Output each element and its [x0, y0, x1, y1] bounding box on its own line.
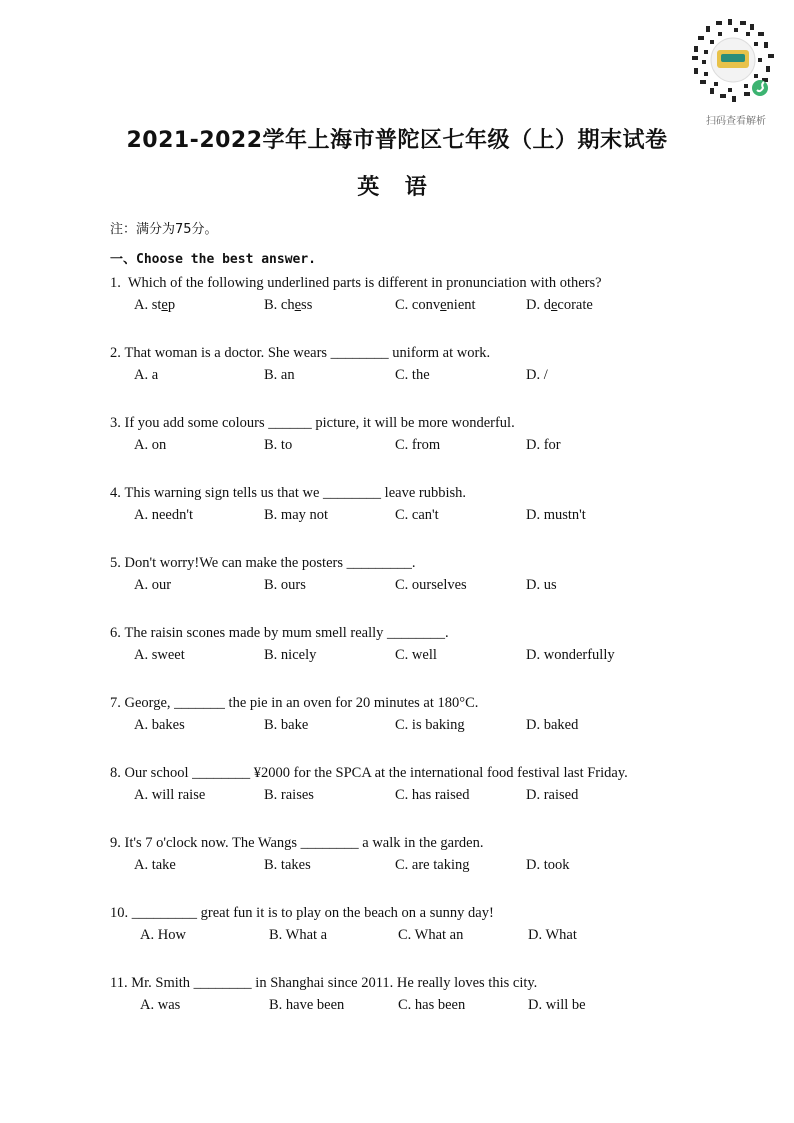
- question-5: [110, 552, 730, 596]
- question-number: 9.: [110, 835, 121, 851]
- option-c[interactable]: C. can't: [395, 507, 439, 523]
- option-d[interactable]: D. us: [526, 577, 557, 593]
- question-9: [110, 832, 730, 876]
- option-c[interactable]: C. are taking: [395, 857, 470, 873]
- qr-logo-band: [721, 54, 745, 62]
- option-d[interactable]: D. for: [526, 437, 561, 453]
- option-a[interactable]: A. How: [140, 927, 186, 943]
- option-row: [110, 504, 730, 526]
- option-row: [110, 994, 730, 1016]
- option-b[interactable]: B. have been: [269, 997, 345, 1013]
- question-text: Which of the following underlined parts is different in pronunciation with others?: [127, 275, 602, 291]
- underlined-letter: e: [440, 297, 447, 313]
- option-c[interactable]: C. has been: [398, 997, 466, 1013]
- option-c[interactable]: C. well: [395, 647, 437, 663]
- underlined-letter: e: [294, 297, 302, 313]
- option-b[interactable]: B. raises: [264, 787, 314, 803]
- question-number: 1.: [110, 275, 121, 291]
- option-row: [110, 294, 730, 316]
- question-text: Mr. Smith ________ in Shanghai since 2011. He really loves this city.: [131, 975, 538, 991]
- qr-badge-icon: [752, 80, 768, 96]
- question-number: 11.: [110, 975, 128, 991]
- option-d[interactable]: D. raised: [526, 787, 579, 803]
- question-1: [110, 272, 730, 316]
- option-a[interactable]: A. step: [134, 297, 176, 313]
- option-a[interactable]: A. needn't: [134, 507, 193, 523]
- option-row: [110, 434, 730, 456]
- option-d[interactable]: D. /: [526, 367, 548, 383]
- question-number: 6.: [110, 625, 121, 641]
- question-text: It's 7 o'clock now. The Wangs ________ a walk in the garden.: [124, 835, 484, 851]
- option-a[interactable]: A. on: [134, 437, 167, 453]
- question-4: [110, 482, 730, 526]
- option-d[interactable]: D. baked: [526, 717, 579, 733]
- option-row: [110, 924, 730, 946]
- question-number: 4.: [110, 485, 121, 501]
- question-number: 7.: [110, 695, 121, 711]
- option-a[interactable]: A. will raise: [134, 787, 206, 803]
- question-text: Don't worry!We can make the posters _________.: [124, 555, 416, 571]
- option-d[interactable]: D. decorate: [526, 297, 593, 313]
- option-a[interactable]: A. bakes: [134, 717, 185, 733]
- option-c[interactable]: C. is baking: [395, 717, 465, 733]
- question-number: 3.: [110, 415, 121, 431]
- section-heading: 一、Choose the best answer.: [110, 252, 317, 267]
- page-title: 2021-2022学年上海市普陀区七年级（上）期末试卷: [126, 128, 668, 153]
- question-text: That woman is a doctor. She wears ________ uniform at work.: [124, 345, 491, 361]
- question-8: [110, 762, 730, 806]
- question-text: This warning sign tells us that we ________ leave rubbish.: [124, 485, 467, 501]
- option-c[interactable]: C. the: [395, 367, 430, 383]
- option-row: [110, 854, 730, 876]
- question-stem: [110, 272, 730, 294]
- option-b[interactable]: B. chess: [264, 297, 313, 313]
- question-number: 10.: [110, 905, 129, 921]
- option-c[interactable]: C. from: [395, 437, 441, 453]
- underlined-letter: e: [161, 297, 168, 313]
- option-d[interactable]: D. will be: [528, 997, 586, 1013]
- question-text: Our school ________ ¥2000 for the SPCA at the international food festival last Friday.: [124, 765, 628, 781]
- question-10: [110, 902, 730, 946]
- option-d[interactable]: D. mustn't: [526, 507, 586, 523]
- option-row: [110, 714, 730, 736]
- option-row: [110, 364, 730, 386]
- question-11: [110, 972, 730, 1016]
- option-row: [110, 574, 730, 596]
- option-b[interactable]: B. takes: [264, 857, 311, 873]
- option-row: [110, 644, 730, 666]
- question-2: [110, 342, 730, 386]
- question-text: The raisin scones made by mum smell really ________.: [124, 625, 449, 641]
- option-a[interactable]: A. was: [140, 997, 181, 1013]
- underlined-letter: e: [550, 297, 558, 313]
- option-b[interactable]: B. nicely: [264, 647, 317, 663]
- option-c[interactable]: C. ourselves: [395, 577, 467, 593]
- qr-caption: 扫码查看解析: [706, 116, 766, 127]
- option-a[interactable]: A. sweet: [134, 647, 185, 663]
- option-row: [110, 784, 730, 806]
- question-number: 8.: [110, 765, 121, 781]
- option-a[interactable]: A. our: [134, 577, 172, 593]
- score-note: 注：满分为75分。: [110, 222, 218, 237]
- option-c[interactable]: C. What an: [398, 927, 464, 943]
- question-text: If you add some colours ______ picture, it will be more wonderful.: [124, 415, 515, 431]
- question-6: [110, 622, 730, 666]
- question-text: _________ great fun it is to play on the beach on a sunny day!: [131, 905, 494, 921]
- qr-code: [688, 16, 778, 106]
- question-number: 5.: [110, 555, 121, 571]
- question-3: [110, 412, 730, 456]
- option-c[interactable]: C. convenient: [395, 297, 476, 313]
- option-b[interactable]: B. What a: [269, 927, 328, 943]
- subject-title: 英 语: [357, 174, 437, 199]
- option-a[interactable]: A. a: [134, 367, 159, 383]
- question-text: George, _______ the pie in an oven for 20 minutes at 180°C.: [124, 695, 479, 711]
- option-a[interactable]: A. take: [134, 857, 176, 873]
- option-d[interactable]: D. took: [526, 857, 570, 873]
- option-b[interactable]: B. ours: [264, 577, 306, 593]
- option-b[interactable]: B. may not: [264, 507, 329, 523]
- option-d[interactable]: D. wonderfully: [526, 647, 615, 663]
- option-d[interactable]: D. What: [528, 927, 577, 943]
- question-7: [110, 692, 730, 736]
- option-b[interactable]: B. an: [264, 367, 295, 383]
- question-number: 2.: [110, 345, 121, 361]
- option-c[interactable]: C. has raised: [395, 787, 470, 803]
- option-b[interactable]: B. to: [264, 437, 293, 453]
- option-b[interactable]: B. bake: [264, 717, 309, 733]
